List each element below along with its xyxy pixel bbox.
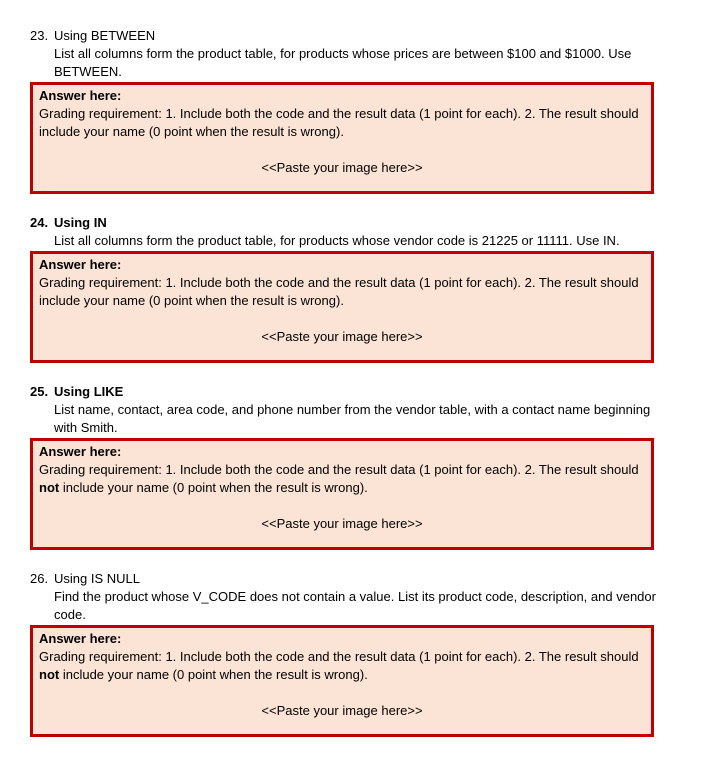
question-description: Find the product whose V_CODE does not contain a value. List its product code, description, and vendor code. xyxy=(54,589,656,622)
question-heading xyxy=(30,27,660,45)
paste-image-placeholder[interactable]: <<Paste your image here>> xyxy=(261,329,423,344)
answer-box-24[interactable] xyxy=(30,251,654,363)
question-number: 25. xyxy=(30,384,49,399)
question-description: List all columns form the product table, for products whose prices are between $100 and $1000. Use BETWEEN. xyxy=(54,46,632,79)
grading-requirement: Grading requirement: 1. Include both the code and the result data (1 point for each). 2. The result should not include your name (0 point when the result is wrong). xyxy=(39,462,639,495)
question-title: Using IS NULL xyxy=(54,571,140,586)
question-title: Using IN xyxy=(54,215,107,230)
paste-image-placeholder[interactable]: <<Paste your image here>> xyxy=(261,160,423,175)
question-heading xyxy=(30,570,660,588)
answer-label: Answer here: xyxy=(39,257,122,272)
question-description: List name, contact, area code, and phone number from the vendor table, with a contact name beginning with Smith. xyxy=(54,402,651,435)
grading-requirement: Grading requirement: 1. Include both the code and the result data (1 point for each). 2. The result should include your name (0 point when the result is wrong). xyxy=(39,106,639,139)
paste-image-placeholder[interactable]: <<Paste your image here>> xyxy=(261,516,423,531)
question-title: Using BETWEEN xyxy=(54,28,156,43)
grading-requirement: Grading requirement: 1. Include both the code and the result data (1 point for each). 2. The result should include your name (0 point when the result is wrong). xyxy=(39,275,639,308)
paste-image-placeholder[interactable]: <<Paste your image here>> xyxy=(261,703,423,718)
question-heading xyxy=(30,214,660,232)
grading-requirement: Grading requirement: 1. Include both the code and the result data (1 point for each). 2. The result should not include your name (0 point when the result is wrong). xyxy=(39,649,639,682)
question-26 xyxy=(30,570,660,624)
question-description: List all columns form the product table, for products whose vendor code is 21225 or 11111. Use IN. xyxy=(54,233,620,248)
answer-label: Answer here: xyxy=(39,444,122,459)
answer-box-26[interactable] xyxy=(30,625,654,737)
question-23 xyxy=(30,27,660,81)
answer-label: Answer here: xyxy=(39,631,122,646)
answer-box-25[interactable] xyxy=(30,438,654,550)
question-number: 24. xyxy=(30,215,49,230)
question-number: 26. xyxy=(30,571,49,586)
answer-box-23[interactable] xyxy=(30,82,654,194)
question-title: Using LIKE xyxy=(54,384,124,399)
question-25 xyxy=(30,383,660,437)
question-24 xyxy=(30,214,660,250)
question-number: 23. xyxy=(30,28,49,43)
answer-label: Answer here: xyxy=(39,88,122,103)
question-heading xyxy=(30,383,660,401)
